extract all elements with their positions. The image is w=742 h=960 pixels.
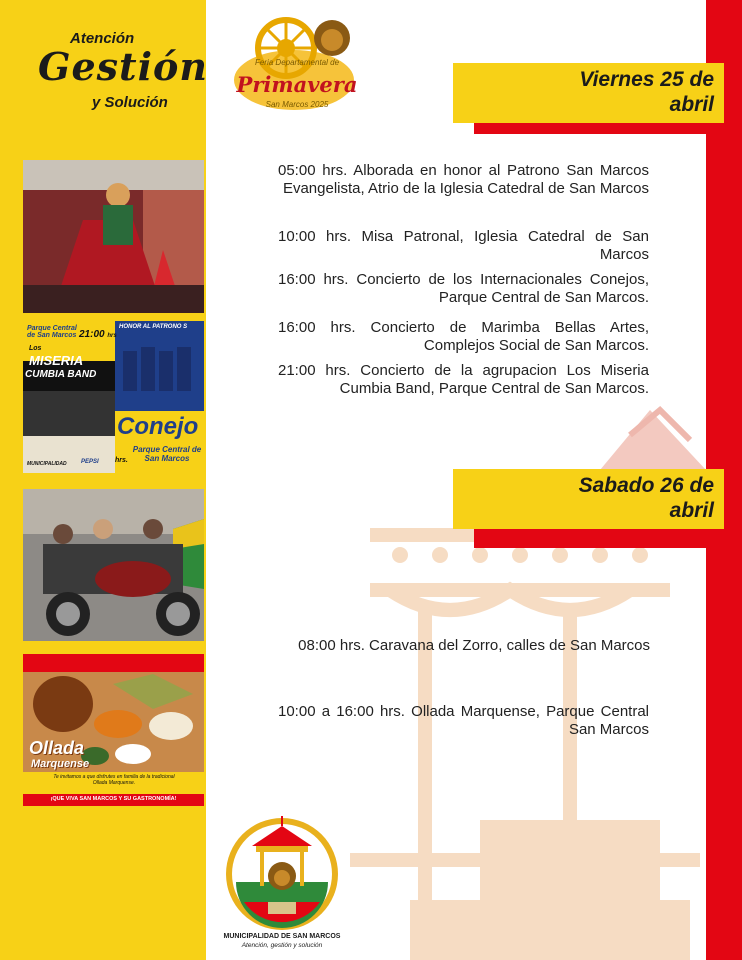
- event-item: 16:00 hrs. Concierto de Marimba Bellas Artes, Complejos Social de San Marcos.: [278, 319, 649, 354]
- day1-header: [453, 63, 724, 123]
- ollada-title-line1: Ollada: [29, 738, 85, 758]
- poster-sponsor2: PEPSI: [81, 459, 99, 465]
- poster-time-value: 21:00: [79, 329, 105, 340]
- poster-band1-line1: Los: [29, 345, 42, 352]
- poster-time-bottom: hrs.: [115, 457, 128, 464]
- slogan-line3: y Solución: [92, 94, 168, 111]
- ollada-footer: ¡QUE VIVA SAN MARCOS Y SU GASTRONOMÍA!: [50, 796, 177, 802]
- event-item: 08:00 hrs. Caravana del Zorro, calles de San Marcos: [298, 637, 650, 654]
- saint-statue-photo: [23, 160, 204, 313]
- ollada-caption: Te invitamos a que disfrutes en familia de la tradicional Ollada Marquense.: [53, 774, 175, 786]
- ollada-title-line2: Marquense: [31, 758, 90, 770]
- poster-time: [79, 329, 117, 340]
- event-item: 21:00 hrs. Concierto de la agrupacion Los Miseria Cumbia Band, Parque Central de San Marcos.: [278, 362, 649, 397]
- poster-venue-bottom: Parque Central de San Marcos: [132, 445, 202, 463]
- event-item: 05:00 hrs. Alborada en honor al Patrono San Marcos Evangelista, Atrio de la Iglesia Catedral de San Marcos: [278, 162, 649, 197]
- poster-band2: Conejo: [117, 413, 199, 440]
- day1-label-line1: Viernes 25 de: [579, 68, 714, 91]
- event-item: 10:00 hrs. Misa Patronal, Iglesia Catedral de San Marcos: [278, 228, 649, 263]
- poster-band1-line2: MISERIA: [29, 353, 84, 368]
- municipality-logo: [222, 812, 342, 952]
- festival-year: San Marcos 2025: [265, 100, 329, 109]
- day1-label-line2: abril: [669, 93, 714, 116]
- ollada-poster: [23, 654, 204, 806]
- poster-header-right: HONOR AL PATRONO S: [119, 324, 188, 330]
- slogan-line1: Atención: [70, 30, 135, 47]
- festival-title: Primavera: [236, 72, 358, 97]
- slogan-line2: Gestión: [38, 44, 208, 89]
- municipality-name: MUNICIPALIDAD DE SAN MARCOS: [223, 933, 341, 940]
- concert-poster: [23, 321, 204, 473]
- slogan-logo: [30, 28, 208, 118]
- festival-subtitle: Feria Departamental de: [254, 58, 340, 67]
- event-item: 10:00 a 16:00 hrs. Ollada Marquense, Parque Central San Marcos: [278, 703, 649, 738]
- day2-label-line1: Sabado 26 de: [578, 474, 714, 497]
- poster-time-suffix: hrs: [107, 333, 117, 339]
- day2-header: [453, 469, 724, 529]
- poster-sponsor1: MUNICIPALIDAD: [27, 461, 67, 467]
- poster-band1-line3: CUMBIA BAND: [25, 369, 97, 380]
- day2-label-line2: abril: [669, 499, 714, 522]
- kiosk-watermark: [330, 300, 710, 960]
- poster-venue-top: Parque Central de San Marcos: [27, 325, 77, 339]
- event-item: 16:00 hrs. Concierto de los Internacionales Conejos, Parque Central de San Marcos.: [278, 271, 649, 306]
- municipality-seal-icon: [222, 812, 342, 932]
- motorcycle-caravan-photo: [23, 489, 204, 641]
- municipality-slogan: Atención, gestión y solución: [241, 942, 323, 949]
- left-yellow-band: [0, 0, 206, 960]
- festival-logo: [232, 14, 362, 114]
